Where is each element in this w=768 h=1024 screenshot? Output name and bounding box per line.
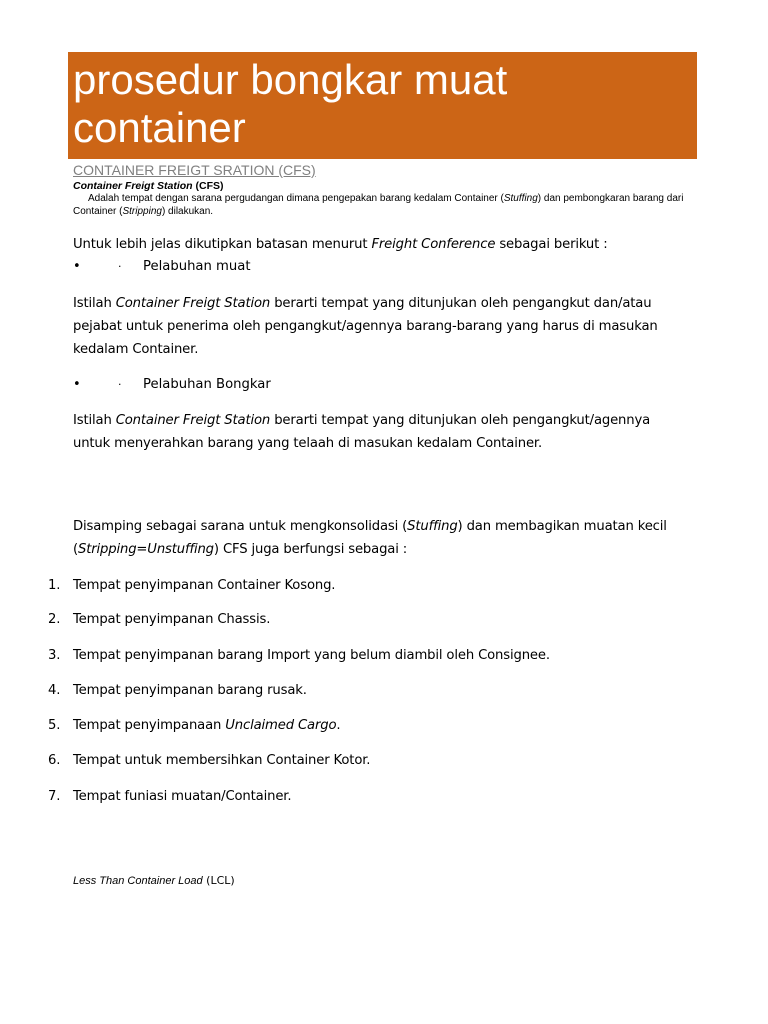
list-item: [48, 609, 708, 631]
list-text-after: .: [336, 718, 341, 733]
list-text: Tempat funiasi muatan/Container.: [73, 789, 292, 804]
list-number: 4.: [48, 683, 61, 698]
para3-italic-1: Stuffing: [407, 519, 458, 534]
para2-text-1: Istilah: [73, 413, 116, 428]
lcl-heading: [73, 872, 235, 890]
para2-italic: Container Freigt Station: [115, 413, 271, 428]
bullet-item-pelabuhan-muat: [73, 255, 703, 278]
cfs-subheading-rest: (CFS): [192, 180, 224, 192]
para1-text-1: Istilah: [73, 296, 116, 311]
para3-text-2: ) dan membagikan muatan kecil (: [73, 519, 667, 557]
list-item: [48, 680, 708, 702]
para1-text-2: berarti tempat yang ditunjukan oleh pengangkut dan/atau pejabat untuk penerima oleh pengangkut/agennya barang-barang yang harus di masukan kedalam Container.: [73, 296, 658, 357]
list-text: Tempat penyimpanan Container Kosong.: [73, 578, 336, 593]
list-number: 7.: [48, 789, 61, 804]
para3-italic-2: Stripping=Unstuffing: [78, 542, 214, 557]
cfs-heading-link[interactable]: CONTAINER FREIGT SRATION (CFS): [73, 162, 316, 178]
para3-text-3: ) CFS juga berfungsi sebagai :: [213, 542, 408, 557]
page-title: prosedur bongkar muat container: [73, 56, 508, 151]
list-text-plain: Tempat penyimpanaan: [73, 718, 226, 733]
para3-text-1: Disamping sebagai sarana untuk mengkonsolidasi (: [73, 519, 408, 534]
cfs-subheading-italic: Container Freigt Station: [73, 180, 193, 192]
cfs-desc-text-1: Adalah tempat dengan sarana pergudangan dimana pengepakan barang kedalam Container (: [88, 193, 504, 204]
list-text: [73, 715, 340, 737]
bullet-dot: •: [73, 377, 81, 392]
bullet-mid-dot: ·: [118, 378, 122, 391]
list-item: [48, 750, 708, 772]
bullet-text: Pelabuhan muat: [143, 259, 251, 274]
list-text-italic: Unclaimed Cargo: [225, 718, 337, 733]
paragraph-muat: [73, 292, 703, 361]
para1-italic: Container Freigt Station: [115, 296, 271, 311]
intro-text-1: Untuk lebih jelas dikutipkan batasan menurut: [73, 237, 372, 252]
list-number: 1.: [48, 578, 61, 593]
list-number: 2.: [48, 612, 61, 627]
bullet-text: Pelabuhan Bongkar: [143, 377, 271, 392]
list-text: Tempat penyimpanan Chassis.: [73, 612, 271, 627]
list-number: 6.: [48, 753, 61, 768]
paragraph-bongkar: [73, 409, 673, 455]
intro-paragraph: [73, 233, 703, 256]
cfs-subheading: [73, 180, 224, 193]
bullet-dot: •: [73, 259, 81, 274]
list-number: 3.: [48, 648, 61, 663]
para2-text-2: berarti tempat yang ditunjukan oleh pengangkut/agennya untuk menyerahkan barang yang telaah di masukan kedalam Container.: [73, 413, 651, 451]
bullet-item-pelabuhan-bongkar: [73, 373, 703, 396]
cfs-desc-text-3: ) dilakukan.: [161, 205, 214, 217]
list-text: Tempat penyimpanan barang Import yang belum diambil oleh Consignee.: [73, 648, 550, 663]
intro-text-2: sebagai berikut :: [495, 237, 608, 252]
intro-italic: Freight Conference: [371, 237, 496, 252]
title-banner: [68, 52, 697, 159]
list-item: [48, 715, 708, 737]
cfs-desc-italic-2: Stripping: [122, 205, 162, 217]
lcl-rest: (LCL): [202, 874, 235, 887]
list-text: Tempat penyimpanan barang rusak.: [73, 683, 307, 698]
list-item: [48, 645, 708, 667]
paragraph-cfs-function: [73, 515, 703, 561]
list-item: [48, 786, 708, 808]
lcl-italic: Less Than Container Load: [73, 875, 203, 887]
list-item: [48, 575, 708, 597]
list-number: 5.: [48, 718, 61, 733]
cfs-desc-italic-1: Stuffing: [503, 193, 538, 204]
list-text: Tempat untuk membersihkan Container Kotor.: [73, 753, 371, 768]
cfs-desc-text-2: ) dan pembongkaran barang dari Container (: [73, 193, 684, 217]
bullet-mid-dot: ·: [118, 260, 122, 273]
cfs-description: [73, 193, 693, 218]
